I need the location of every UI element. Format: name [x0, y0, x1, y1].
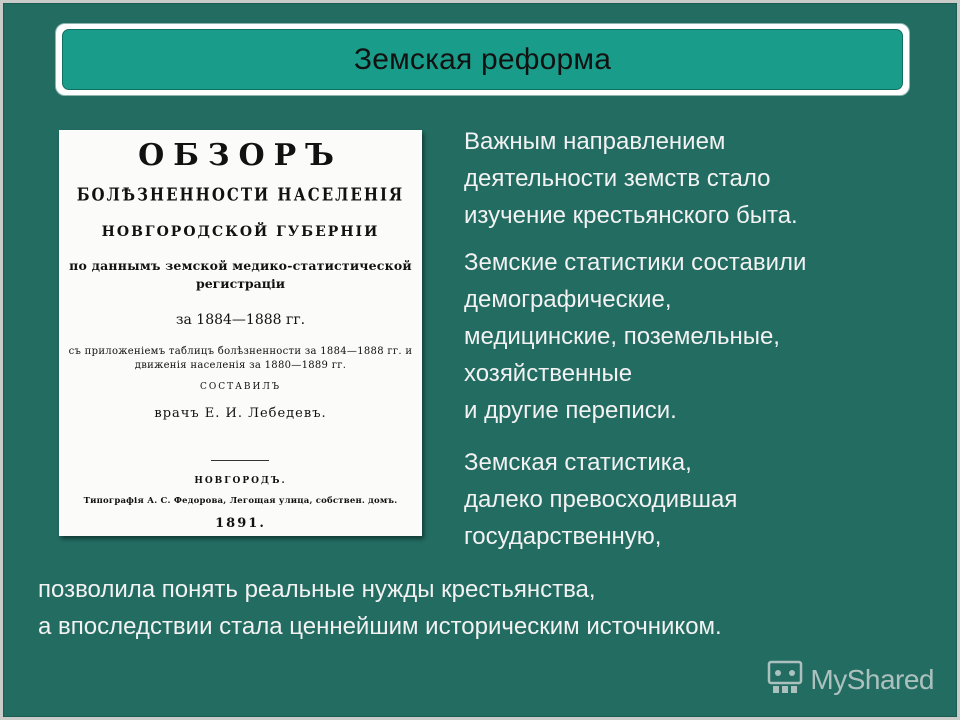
paragraph-censuses: Земские статистики составили демографические, медицинские, поземельные, хозяйственные и другие переписи.	[464, 249, 807, 424]
doc-line: СОСТАВИЛЪ	[199, 382, 282, 392]
doc-line: НОВГОРОДСКОЙ ГУБЕРНІИ	[101, 224, 380, 240]
doc-line: Типографія А. С. Федорова, Легощая улица, собствен. домъ.	[83, 496, 398, 506]
doc-line: по даннымъ земской медико-статистической	[69, 258, 412, 273]
title-banner	[55, 23, 910, 96]
classroom-board-icon	[766, 659, 804, 700]
doc-line: НОВГОРОДЪ.	[194, 476, 287, 486]
slide	[3, 3, 957, 717]
doc-line: съ приложеніемъ таблицъ болѣзненности за 1884—1888 гг. и	[68, 346, 413, 357]
doc-line: врачъ Е. И. Лебедевъ.	[154, 406, 327, 421]
doc-line: движенія населенія за 1880—1889 гг.	[134, 360, 347, 371]
title-bar	[62, 29, 903, 90]
doc-divider	[211, 460, 269, 461]
slide-title: Земская реформа	[353, 42, 612, 76]
doc-line: 1891.	[215, 516, 266, 531]
doc-line: регистраціи	[195, 276, 286, 291]
paragraph-peasant-life: Важным направлением деятельности земств стало изучение крестьянского быта.	[464, 128, 798, 229]
document-title-page-image	[59, 130, 422, 536]
paragraph-statistics: Земская статистика, далеко превосходившая государственную,	[464, 449, 738, 550]
doc-line: БОЛѢЗНЕННОСТИ НАСЕЛЕНІЯ	[76, 184, 405, 206]
watermark	[766, 659, 934, 700]
paragraph-continuation: позволила понять реальные нужды крестьянства, а впоследствии стала ценнейшим историческим источником.	[38, 576, 722, 640]
watermark-text: MyShared	[810, 663, 934, 695]
doc-line: ОБЗОРЪ	[138, 138, 343, 173]
doc-line: за 1884—1888 гг.	[175, 312, 306, 328]
